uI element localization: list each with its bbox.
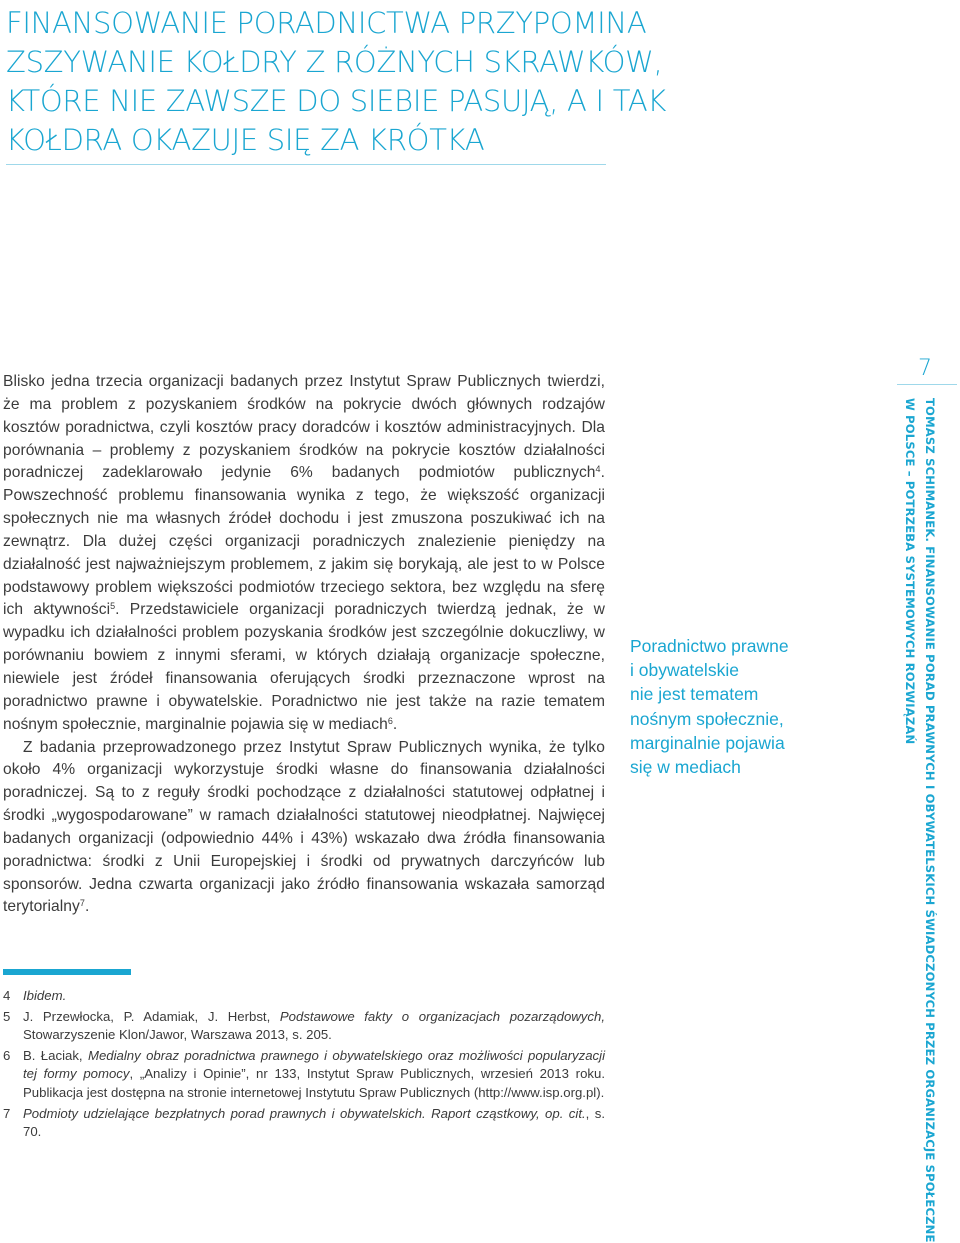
footnote-item: [3, 1105, 605, 1142]
text-run: . Przedstawiciele organizacji poradniczych twierdzą jednak, że w wypadku ich działalności problem pozyskania środków jest szczególnie dokuczliwy, w porównaniu bowiem z innymi sferami, w których działają organizacje społeczne, niewiele jest źródeł finansowania oferujących środki przeznaczone wprost na poradnictwo prawne i obywatelskie. Poradnictwo nie jest także na razie tematem nośnym społecznie, marginalnie pojawia się w mediach: [3, 601, 605, 733]
footnote-text-run: , „Analizy i Opinie”, nr 133, Instytut Spraw Publicznych, wrzesień 2013 roku. Publikacja jest dostępna na stronie internetowej Instytutu Spraw Publicznych (http://www.isp.org.pl).: [23, 1066, 605, 1100]
page-number-divider: [897, 384, 957, 385]
pull-quote-line: się w mediach: [630, 757, 741, 778]
pull-quote-line: Poradnictwo prawne: [630, 636, 789, 656]
footnote-item: [3, 987, 605, 1006]
footnote-text-run: Stowarzyszenie Klon/Jawor, Warszawa 2013, s. 205.: [23, 1027, 332, 1043]
footnote-text: [23, 1008, 605, 1045]
footnote-ref[interactable]: 4: [595, 464, 601, 475]
footnote-text: [23, 1105, 605, 1142]
heading-line: KTÓRE NIE ZAWSZE DO SIEBIE PASUJĄ, A I TAK: [6, 84, 667, 118]
paragraph: [3, 371, 605, 737]
footnote-number: 4: [3, 988, 11, 1003]
text-run: .: [392, 715, 398, 733]
footnote-ref[interactable]: 6: [387, 715, 393, 726]
text-run: .: [84, 898, 90, 916]
pull-quote: [630, 634, 850, 779]
footnote-title: Podmioty udzielające bezpłatnych porad prawnych i obywatelskich. Raport cząstkowy, op. cit.: [23, 1105, 586, 1121]
footnote-number: 5: [3, 1008, 11, 1024]
heading-line: KOŁDRA OKAZUJE SIĘ ZA KRÓTKA: [6, 123, 485, 157]
pull-quote-line: i obywatelskie: [630, 660, 739, 681]
heading-line: FINANSOWANIE PORADNICTWA PRZYPOMINA: [6, 6, 647, 40]
footnote-ref[interactable]: 5: [110, 601, 116, 612]
footnote-title: Medialny obraz poradnictwa prawnego i obywatelskiego oraz możliwości popularyzacji tej formy pomocy: [23, 1047, 605, 1082]
footnote-text: [23, 1047, 605, 1103]
footnote-separator: [3, 969, 131, 975]
pull-quote-line: marginalnie pojawia: [630, 732, 785, 753]
main-text: [3, 371, 605, 919]
footnote-item: [3, 1047, 605, 1103]
footnote-number: 6: [3, 1047, 11, 1063]
paragraph: [3, 737, 605, 920]
text-run: Z badania przeprowadzonego przez Instytut Spraw Publicznych wynika, że tylko około 4% organizacji wykorzystuje środki własne do finansowania działalności poradniczej. Są to z reguły środki pochodzące z działalności statutowej odpłatnej i środki „wygospodarowane” w ramach działalności statutowej nieodpłatnej. Najwięcej badanych organizacji (odpowiednio 44% i 43%) wskazało dwa źródła finansowania poradnictwa: środki z Unii Europejskiej i środki od prywatnych darczyńców lub sponsorów. Jedna czwarta organizacji jako źródło finansowania wskazała samorząd terytorialny: [3, 738, 605, 916]
footnote-ref[interactable]: 7: [79, 898, 85, 909]
heading-line: ZSZYWANIE KOŁDRY Z RÓŻNYCH SKRAWKÓW,: [6, 45, 663, 79]
footnote-item: [3, 1008, 605, 1045]
page-number: 7: [918, 356, 932, 381]
footnote-title: Podstawowe fakty o organizacjach pozarządowych,: [279, 1008, 605, 1024]
footnote-title: Ibidem.: [23, 988, 67, 1003]
footnote-text-run: , s. 70.: [23, 1105, 605, 1140]
footnote-text: [23, 987, 605, 1006]
heading-divider: [6, 164, 606, 165]
running-head-line: TOMASZ SCHIMANEK. FINANSOWANIE PORAD PRAWNYCH I OBYWATELSKICH ŚWIADCZONYCH PRZEZ ORGANIZACJE SPOŁECZNE: [923, 398, 937, 1243]
pull-quote-line: nie jest tematem: [630, 684, 759, 705]
footnote-text-run: B. Łaciak,: [23, 1047, 88, 1063]
text-run: . Powszechność problemu finansowania wynika z tego, że większość organizacji społecznych nie ma własnych źródeł dochodu i jest zmuszona poszukiwać ich na zewnątrz. Dla dużej części organizacji poradniczych znalezienie pieniędzy na działalność jest najważniejszym problemem, z jakim się borykają, ale jest to w Polsce podstawowy problem większości podmiotów trzeciego sektora, bez względu na sferę ich aktywności: [3, 464, 605, 619]
footnote-text-run: J. Przewłocka, P. Adamiak, J. Herbst,: [23, 1008, 280, 1024]
pull-quote-line: nośnym społecznie,: [630, 708, 784, 729]
running-head: [896, 398, 940, 1243]
footnote-number: 7: [3, 1105, 11, 1121]
text-run: Blisko jedna trzecia organizacji badanych przez Instytut Spraw Publicznych twierdzi, że ma problem z pozyskaniem środków na pokrycie dwóch głównych rodzajów kosztów poradnictwa, czyli kosztów pracy doradców i kosztów administracyjnych. Dla porównania – problemy z pozyskaniem środków na pokrycie kosztów działalności poradniczej zadeklarowało jedynie 6% badanych podmiotów publicznych: [3, 373, 605, 482]
footnotes: [3, 987, 605, 1144]
running-head-line: W POLSCE – POTRZEBA SYSTEMOWYCH ROZWIĄZAŃ: [903, 398, 917, 745]
section-heading: [6, 4, 667, 160]
